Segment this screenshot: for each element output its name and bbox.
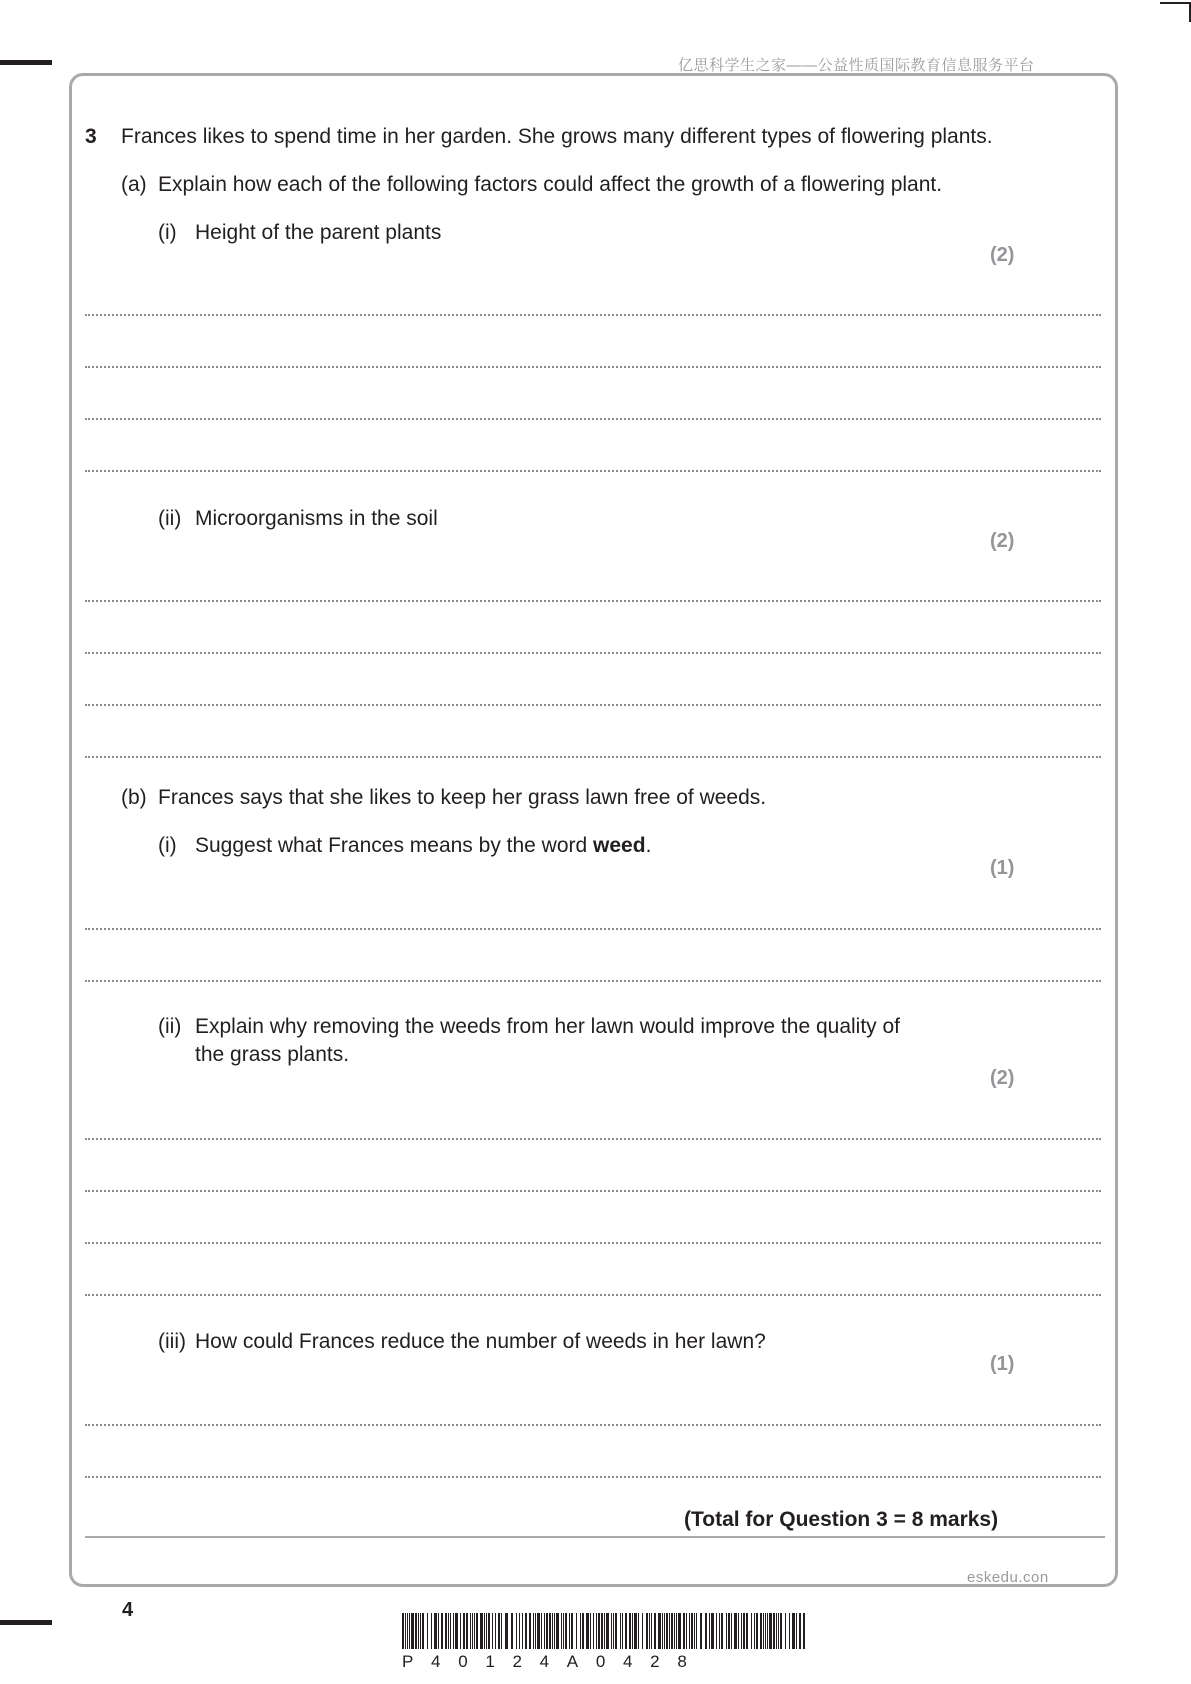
part-a-i-text: Height of the parent plants xyxy=(195,221,442,244)
barcode-bar xyxy=(441,1613,443,1649)
barcode-bar xyxy=(604,1613,605,1649)
barcode-bar xyxy=(402,1613,404,1649)
answer-line[interactable] xyxy=(85,1190,1101,1192)
barcode-bar xyxy=(686,1613,687,1649)
barcode-bar xyxy=(516,1613,517,1649)
barcode-bar xyxy=(598,1613,600,1649)
barcode-bar xyxy=(726,1613,727,1649)
barcode-bar xyxy=(671,1613,673,1649)
barcode-bar xyxy=(533,1613,534,1649)
barcode-bar xyxy=(405,1613,406,1649)
crop-mark-right-top-h xyxy=(1160,2,1191,4)
barcode-bar xyxy=(769,1613,772,1649)
part-b-label: (b) xyxy=(121,786,147,809)
barcode-bar xyxy=(696,1613,697,1649)
barcode-bar xyxy=(741,1613,742,1649)
barcode-bar xyxy=(590,1613,591,1649)
barcode-bar xyxy=(613,1613,614,1649)
barcode-bar xyxy=(546,1613,548,1649)
barcode-bar xyxy=(689,1613,690,1649)
barcode-bar xyxy=(571,1613,573,1649)
barcode-bar xyxy=(676,1613,677,1649)
barcode-bar xyxy=(738,1613,739,1649)
barcode-bar xyxy=(495,1613,496,1649)
barcode-bar xyxy=(593,1613,594,1649)
barcode-bar xyxy=(498,1613,500,1649)
part-b-ii-marks: (2) xyxy=(990,1067,1015,1089)
barcode-bar xyxy=(450,1613,451,1649)
barcode-bar xyxy=(763,1613,764,1649)
answer-line[interactable] xyxy=(85,470,1101,472)
barcode-bar xyxy=(418,1613,419,1649)
barcode-bar xyxy=(552,1613,553,1649)
barcode-bar xyxy=(420,1613,421,1649)
barcode-bar xyxy=(422,1613,424,1649)
part-b-i-keyword: weed xyxy=(593,834,646,857)
question-stem: Frances likes to spend time in her garden. She grows many different types of flowering plants. xyxy=(121,125,993,148)
barcode-bar xyxy=(728,1613,730,1649)
barcode-bar xyxy=(565,1613,567,1649)
barcode-bar xyxy=(743,1613,745,1649)
barcode-bar xyxy=(664,1613,665,1649)
barcode-bar xyxy=(662,1613,663,1649)
part-b-i-marks: (1) xyxy=(990,857,1015,879)
barcode-bar xyxy=(674,1613,675,1649)
barcode-bar xyxy=(470,1613,471,1649)
question-number: 3 xyxy=(85,125,97,148)
barcode-bar xyxy=(746,1613,748,1649)
barcode-bar xyxy=(563,1613,564,1649)
barcode-bar xyxy=(525,1613,527,1649)
barcode-bar xyxy=(606,1613,609,1649)
answer-line[interactable] xyxy=(85,1242,1101,1244)
barcode-bar xyxy=(803,1613,805,1649)
barcode-bar xyxy=(476,1613,478,1649)
barcode-bar xyxy=(580,1613,581,1649)
question-total: (Total for Question 3 = 8 marks) xyxy=(684,1508,999,1531)
part-b-i-text-before: Suggest what Frances means by the word xyxy=(195,834,594,857)
page-number: 4 xyxy=(122,1599,134,1621)
barcode-bar xyxy=(638,1613,639,1649)
barcode-bar xyxy=(646,1613,648,1649)
part-b-iii-text: How could Frances reduce the number of weeds in her lawn? xyxy=(195,1330,766,1353)
barcode-bar xyxy=(622,1613,623,1649)
barcode-bar xyxy=(561,1613,562,1649)
barcode-bar xyxy=(649,1613,650,1649)
barcode-bar xyxy=(453,1613,454,1649)
barcode-bar xyxy=(691,1613,693,1649)
barcode-bar xyxy=(492,1613,493,1649)
barcode-bar xyxy=(535,1613,536,1649)
barcode-bar xyxy=(629,1613,631,1649)
barcode-bar xyxy=(778,1613,779,1649)
barcode-bar xyxy=(705,1613,707,1649)
answer-line[interactable] xyxy=(85,980,1101,982)
answer-line[interactable] xyxy=(85,1294,1101,1296)
barcode-bar xyxy=(754,1613,755,1649)
barcode-bar xyxy=(445,1613,447,1649)
barcode-bar xyxy=(431,1613,432,1649)
header-watermark: 亿思科学生之家——公益性质国际教育信息服务平台 xyxy=(678,57,1035,74)
barcode xyxy=(402,1613,810,1649)
barcode-bar xyxy=(488,1613,490,1649)
barcode-bar xyxy=(751,1613,752,1649)
answer-line[interactable] xyxy=(85,314,1101,316)
part-b-ii-line1: Explain why removing the weeds from her lawn would improve the quality of xyxy=(195,1015,901,1038)
barcode-bar xyxy=(486,1613,487,1649)
part-a-label: (a) xyxy=(121,173,147,196)
answer-line[interactable] xyxy=(85,1476,1101,1478)
barcode-bar xyxy=(716,1613,717,1649)
barcode-bar xyxy=(541,1613,542,1649)
barcode-bar xyxy=(411,1613,414,1649)
part-a-i-marks: (2) xyxy=(990,244,1015,266)
barcode-bar xyxy=(474,1613,475,1649)
barcode-bar xyxy=(596,1613,597,1649)
barcode-bar xyxy=(505,1613,508,1649)
answer-line[interactable] xyxy=(85,418,1101,420)
answer-line[interactable] xyxy=(85,928,1101,930)
part-a-ii-label: (ii) xyxy=(158,507,182,530)
barcode-bar xyxy=(576,1613,577,1649)
barcode-bar xyxy=(654,1613,656,1649)
barcode-bar xyxy=(522,1613,523,1649)
barcode-bar xyxy=(455,1613,458,1649)
barcode-bar xyxy=(789,1613,790,1649)
barcode-bar xyxy=(407,1613,408,1649)
barcode-bar xyxy=(549,1613,551,1649)
barcode-bar xyxy=(460,1613,461,1649)
answer-line[interactable] xyxy=(85,704,1101,706)
barcode-bar xyxy=(642,1613,643,1649)
barcode-bar xyxy=(484,1613,485,1649)
answer-line[interactable] xyxy=(85,756,1101,758)
barcode-bar xyxy=(582,1613,584,1649)
barcode-bar xyxy=(651,1613,652,1649)
barcode-bar xyxy=(569,1613,570,1649)
answer-line[interactable] xyxy=(85,1138,1101,1140)
barcode-bar xyxy=(625,1613,627,1649)
barcode-bar xyxy=(409,1613,410,1649)
answer-line[interactable] xyxy=(85,600,1101,602)
answer-line[interactable] xyxy=(85,366,1101,368)
barcode-text: P40124A0428 xyxy=(402,1652,705,1671)
part-b-iii-marks: (1) xyxy=(990,1353,1015,1375)
barcode-bar xyxy=(611,1613,612,1649)
barcode-bar xyxy=(700,1613,702,1649)
barcode-bar xyxy=(519,1613,520,1649)
part-b-i-label: (i) xyxy=(158,834,177,857)
footer-watermark: eskedu.con xyxy=(967,1569,1049,1586)
part-b-text: Frances says that she likes to keep her grass lawn free of weeds. xyxy=(158,786,767,809)
barcode-bar xyxy=(544,1613,545,1649)
barcode-bar xyxy=(721,1613,723,1649)
barcode-bar xyxy=(711,1613,714,1649)
barcode-bar xyxy=(760,1613,762,1649)
barcode-bar xyxy=(415,1613,417,1649)
barcode-bar xyxy=(683,1613,685,1649)
barcode-bar xyxy=(767,1613,768,1649)
barcode-bar xyxy=(511,1613,513,1649)
crop-mark-left-top xyxy=(0,60,52,65)
barcode-bar xyxy=(466,1613,468,1649)
barcode-bar xyxy=(669,1613,670,1649)
barcode-bar xyxy=(620,1613,621,1649)
barcode-bar xyxy=(472,1613,473,1649)
barcode-bar xyxy=(731,1613,732,1649)
part-b-iii-label: (iii) xyxy=(158,1330,186,1353)
barcode-bar xyxy=(773,1613,775,1649)
barcode-bar xyxy=(776,1613,777,1649)
barcode-bar xyxy=(586,1613,589,1649)
barcode-bar xyxy=(501,1613,502,1649)
part-b-i-text xyxy=(195,832,651,860)
barcode-bar xyxy=(480,1613,483,1649)
barcode-bar xyxy=(719,1613,720,1649)
barcode-bar xyxy=(658,1613,661,1649)
part-b-ii-label: (ii) xyxy=(158,1015,182,1038)
barcode-bar xyxy=(756,1613,758,1649)
barcode-bar xyxy=(537,1613,540,1649)
barcode-bar xyxy=(632,1613,633,1649)
barcode-bar xyxy=(427,1613,428,1649)
barcode-bar xyxy=(529,1613,531,1649)
barcode-bar xyxy=(615,1613,617,1649)
barcode-bar xyxy=(765,1613,766,1649)
answer-line[interactable] xyxy=(85,652,1101,654)
barcode-bar xyxy=(734,1613,737,1649)
question-frame xyxy=(69,73,1118,1587)
barcode-bar xyxy=(678,1613,681,1649)
part-a-ii-text: Microorganisms in the soil xyxy=(195,507,438,530)
barcode-bar xyxy=(694,1613,695,1649)
barcode-bar xyxy=(448,1613,449,1649)
barcode-bar xyxy=(554,1613,555,1649)
barcode-bar xyxy=(438,1613,439,1649)
barcode-bar xyxy=(601,1613,603,1649)
barcode-bar xyxy=(796,1613,797,1649)
part-a-text: Explain how each of the following factors could affect the growth of a flowering plant. xyxy=(158,173,943,196)
part-a-ii-marks: (2) xyxy=(990,530,1015,552)
barcode-bar xyxy=(666,1613,668,1649)
barcode-bar xyxy=(434,1613,437,1649)
barcode-bar xyxy=(780,1613,782,1649)
part-b-i-text-after: . xyxy=(645,834,652,857)
part-b-ii-line2: the grass plants. xyxy=(195,1043,350,1066)
crop-mark-left-bottom xyxy=(0,1620,52,1625)
barcode-bar xyxy=(785,1613,786,1649)
part-a-i-label: (i) xyxy=(158,221,177,244)
barcode-bar xyxy=(463,1613,465,1649)
barcode-bar xyxy=(556,1613,559,1649)
answer-line[interactable] xyxy=(85,1424,1101,1426)
total-divider xyxy=(85,1536,1105,1538)
barcode-bar xyxy=(634,1613,637,1649)
barcode-bar xyxy=(709,1613,710,1649)
barcode-bar xyxy=(792,1613,795,1649)
barcode-bar xyxy=(799,1613,801,1649)
